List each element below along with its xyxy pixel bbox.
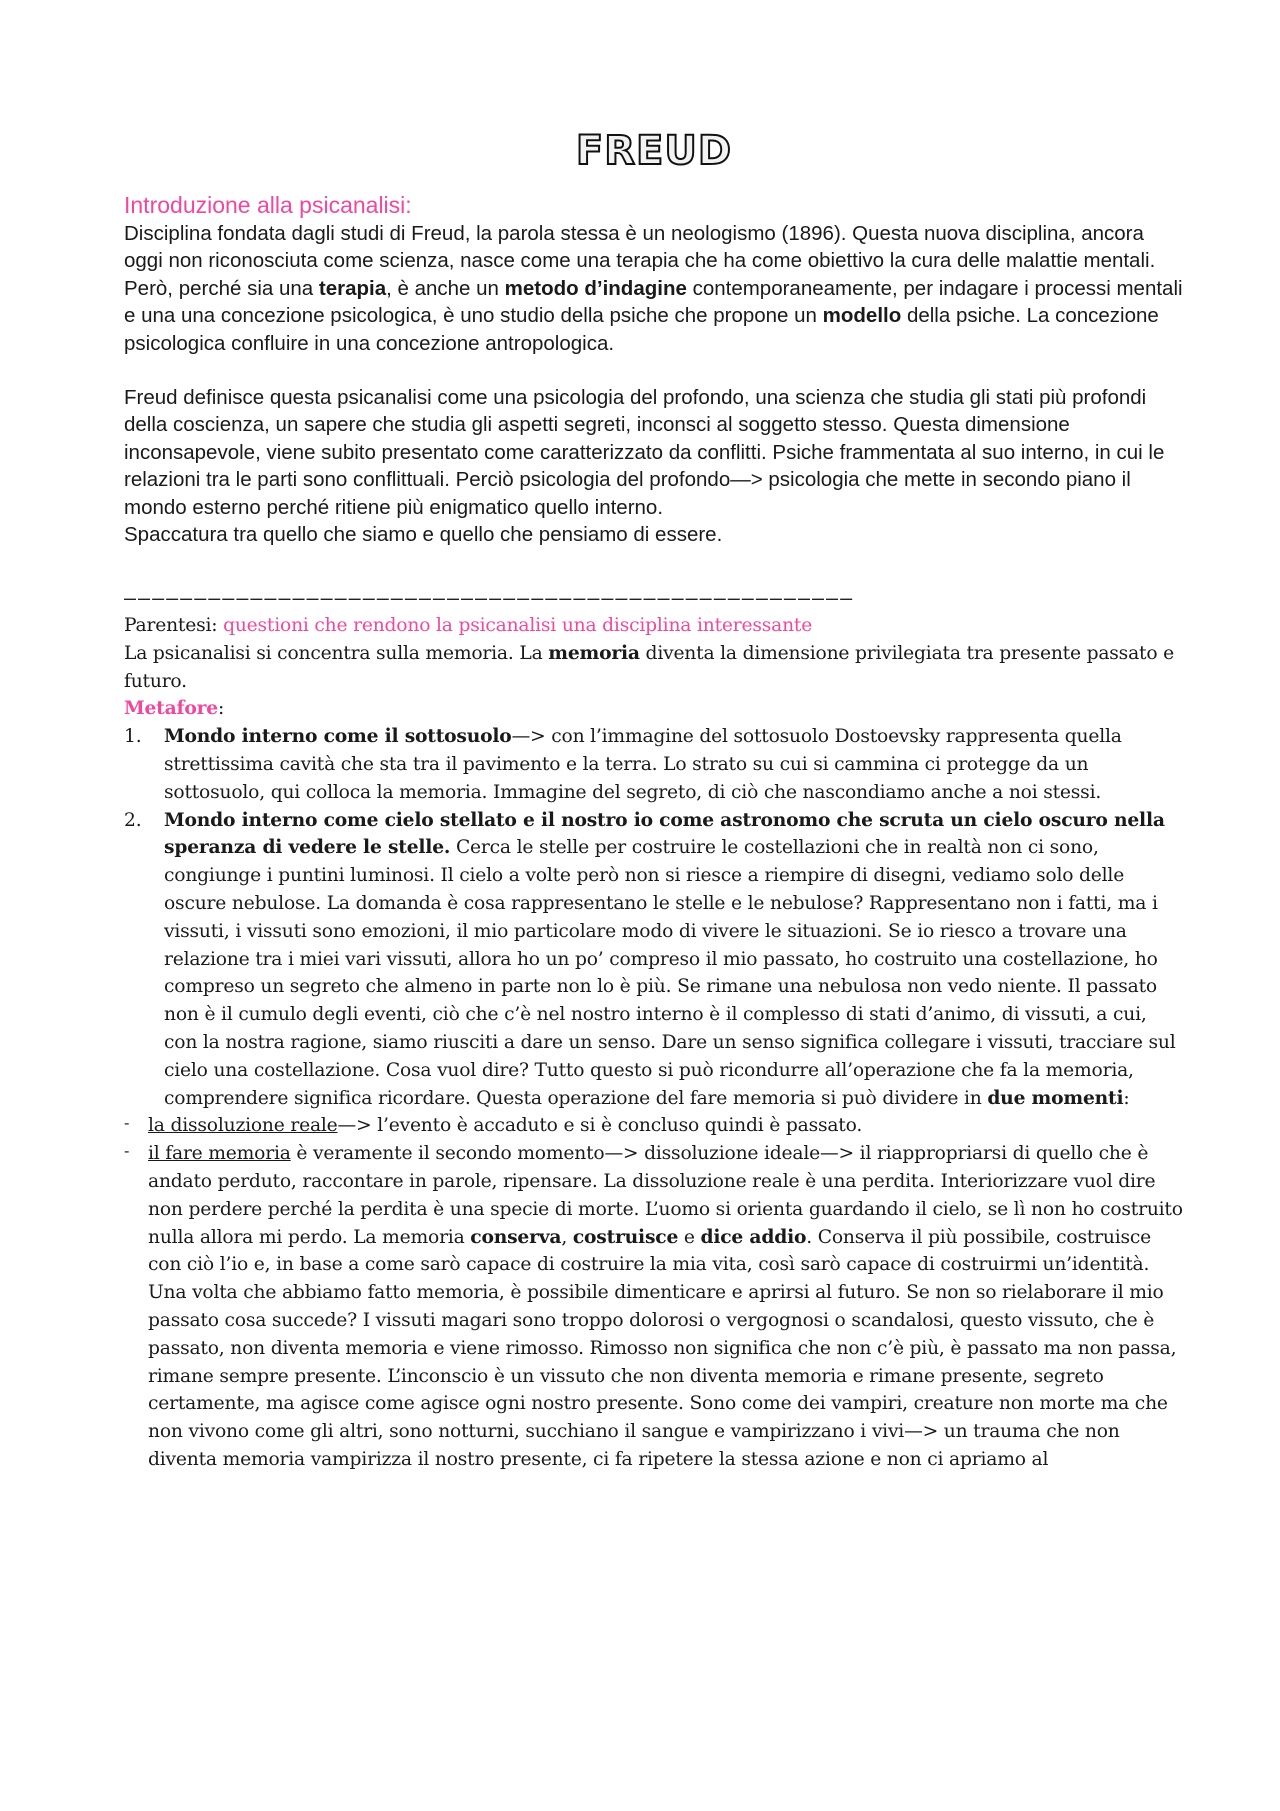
bold-term: metodo d’indagine: [504, 276, 687, 300]
dash-bullet: -: [124, 1141, 130, 1161]
bold-term: due momenti: [987, 1086, 1124, 1109]
parentesi-line: [124, 612, 1184, 640]
list-text: . Conserva il più possibile, costruisce con ciò l’io e, in base a come sarò capace di costruire la mia vita, così sarò capace di costruirmi un’identità. Una volta che abbiamo fatto memoria, è possibile dimenticare e aprirsi al futuro. Se non so rielaborare il mio passato cosa succede? I vissuti magari sono troppo dolorosi o vergognosi o scandalosi, questo vissuto, che è passato, non diventa memoria e viene rimosso. Rimosso non significa che non c’è più, è passato ma non passa, rimane sempre presente. L’inconscio è un vissuto che non diventa memoria e rimane presente, segreto certamente, ma agisce come agisce ogni nostro presente. Sono come dei vampiri, creature non morte ma che non vivono come gli altri, sono notturni, succhiano il sangue e vampirizzano i vivi—> un trauma che non diventa memoria vampirizza il nostro presente, ci fa ripetere la stessa azione e non ci apriamo al: [148, 1226, 1177, 1470]
dash-bullet: -: [124, 1113, 130, 1133]
bold-term: dice addio: [700, 1225, 807, 1248]
text-run: , è anche un: [386, 276, 505, 300]
metafore-label: Metafore: [124, 697, 218, 720]
text-run: della psiche. La concezione psicologica confluire in una concezione antropologica.: [124, 304, 1159, 355]
memoria-paragraph: [124, 640, 1184, 696]
list-text: e: [678, 1226, 701, 1248]
bold-term: Mondo interno come il sottosuolo: [164, 725, 512, 748]
intro-section: [124, 190, 1184, 548]
list-item: [124, 723, 1184, 806]
list-text: —> con l’immagine del sottosuolo Dostoevsky rappresenta quella strettissima cavità che sta tra il pavimento e la terra. Lo strato su cui si cammina ci protegge da un sottosuolo, qui colloca la memoria. Immagine del segreto, di ciò che nascondiamo anche a noi stessi.: [164, 726, 1122, 803]
list-item: [124, 1112, 1184, 1140]
list-item: [124, 807, 1184, 1113]
metafore-colon: :: [217, 698, 225, 720]
parentesi-section: [124, 612, 1184, 1474]
intro-paragraph-1: [124, 220, 1184, 357]
bold-term: modello: [822, 304, 902, 328]
list-text: è veramente il secondo momento—> dissoluzione ideale—> il riappropriarsi di quello che è andato perduto, raccontare in parole, ripensare. La dissoluzione reale è una perdita. Interiorizzare vuol dire non perdere perché la perdita è una specie di morte. L’uomo si orienta guardando il cielo, se lì non ho costruito nulla allora mi perdo. La memoria: [148, 1143, 1183, 1248]
intro-paragraph-2: Freud definisce questa psicanalisi come una psicologia del profondo, una scienza che studia gli stati più profondi della coscienza, un sapere che studia gli aspetti segreti, inconsci al soggetto stesso. Questa dimensione inconsapevole, viene subito presentato come caratterizzato da conflitti. Psiche frammentata al suo interno, in cui le relazioni tra le parti sono conflittuali. Perciò psicologia del profondo—> psicologia che mette in secondo piano il mondo esterno perché ritiene più enigmatico quello interno.: [124, 386, 1165, 519]
list-number: 1.: [124, 726, 142, 748]
list-number: 2.: [124, 809, 142, 831]
text-run: contemporaneamente, per indagare i processi mentali e una una concezione psicologica, è uno studio della psiche che propone un: [124, 276, 1183, 328]
list-text: ,: [561, 1226, 573, 1248]
intro-paragraph-3: Spaccatura tra quello che siamo e quello che pensiamo di essere.: [124, 523, 723, 547]
metafore-list: [124, 723, 1184, 1112]
text-run: La psicanalisi si concentra sulla memoria. La: [124, 642, 549, 664]
text-run: diventa la dimensione privilegiata tra presente passato e futuro.: [124, 642, 1174, 692]
metafore-heading: [124, 695, 1184, 723]
list-item: [124, 1140, 1184, 1474]
intro-heading: Introduzione alla psicanalisi:: [124, 192, 412, 218]
text-run: Disciplina fondata dagli studi di Freud, la parola stessa è un neologismo (1896). Questa nuova disciplina, ancora oggi non riconosciuta come scienza, nasce come una terapia che ha come obiettivo la cura delle malattie mentali. Però, perché sia una: [124, 222, 1156, 300]
bold-term: Mondo interno come cielo stellato e il nostro io come astronomo che scruta un cielo oscuro nella speranza di vedere le stelle.: [164, 808, 1165, 859]
underlined-term: la dissoluzione reale: [148, 1115, 338, 1137]
bold-term: conserva: [470, 1225, 562, 1248]
parentesi-label: Parentesi:: [124, 615, 224, 636]
bold-term: costruisce: [572, 1225, 679, 1248]
momenti-list: [124, 1112, 1184, 1473]
paragraph-gap: [124, 357, 1184, 384]
divider-line: ————————————————————————————————————————————————————: [124, 586, 855, 606]
bold-term: memoria: [548, 641, 640, 664]
page-title: FREUD: [575, 128, 733, 174]
parentesi-topic: questioni che rendono la psicanalisi una disciplina interessante: [223, 615, 813, 636]
bold-term: terapia: [318, 276, 387, 300]
list-text: Cerca le stelle per costruire le costellazioni che in realtà non ci sono, congiunge i puntini luminosi. Il cielo a volte però non si riesce a riempire di disegni, vediamo solo delle oscure nebulose. La domanda è cosa rappresentano le stelle e le nebulose? Rappresentano non i fatti, ma i vissuti, i vissuti sono emozioni, il mio particolare modo di vivere le situazioni. Se io riesco a trovare una relazione tra i miei vari vissuti, allora ho un po’ compreso il mio passato, ho costruito una costellazione, ho compreso un segreto che almeno in parte non lo è più. Se rimane una nebulosa non vedo niente. Il passato non è il cumulo degli eventi, ciò che c’è nel nostro interno è il complesso di stati d’animo, di vissuti, a cui, con la nostra ragione, siamo riusciti a dare un senso. Dare un senso significa collegare i vissuti, tracciare sul cielo una costellazione. Cosa vuol dire? Tutto questo si può ricondurre all’operazione che fa la memoria, comprendere significa ricordare. Questa operazione del fare memoria si può dividere in: [164, 837, 1176, 1109]
list-text: :: [1123, 1087, 1130, 1109]
underlined-term: il fare memoria: [148, 1143, 291, 1165]
list-text: —> l’evento è accaduto e si è concluso quindi è passato.: [337, 1115, 863, 1137]
